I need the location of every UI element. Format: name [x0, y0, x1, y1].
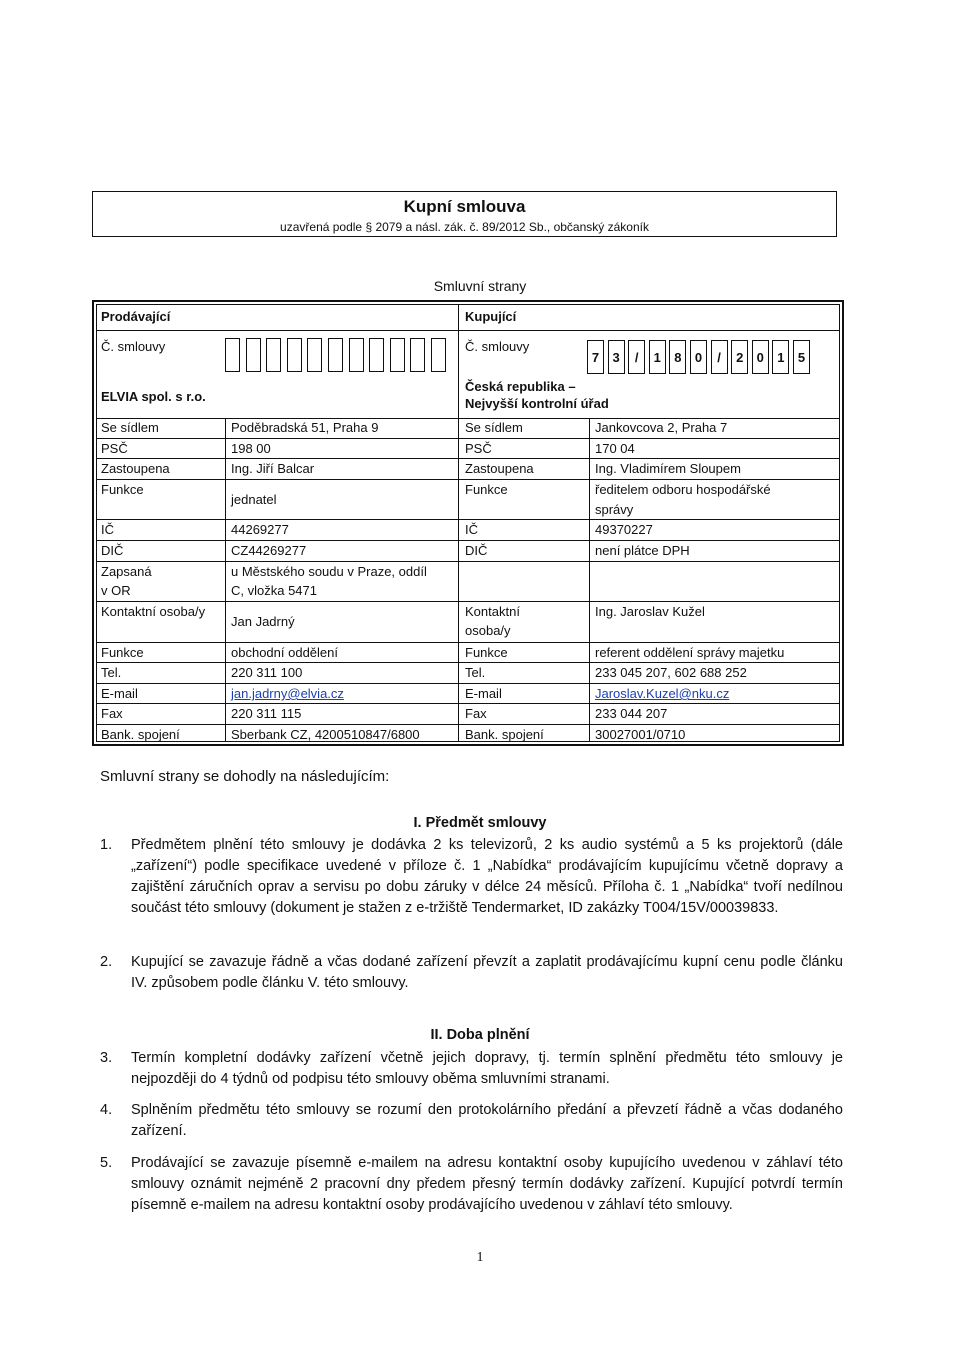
seller-ic: 44269277 — [231, 522, 289, 537]
item-number: 2. — [100, 954, 113, 970]
section-title: II. Doba plnění — [430, 1027, 530, 1043]
contract-no-digit: / — [711, 340, 728, 374]
buyer-contract-no-label: Č. smlouvy — [465, 339, 530, 354]
table-divider — [458, 304, 459, 742]
seller-zip-label: PSČ — [101, 441, 128, 456]
buyer-address-label: Se sídlem — [465, 420, 523, 435]
table-divider — [225, 418, 226, 742]
buyer-phone: 233 045 207, 602 688 252 — [595, 665, 747, 680]
contract-no-digit: 3 — [608, 340, 625, 374]
contract-no-box — [328, 338, 343, 372]
buyer-contact: Ing. Jaroslav Kužel — [595, 604, 705, 619]
contract-no-box — [287, 338, 302, 372]
buyer-heading: Kupující — [465, 309, 517, 324]
contract-no-box — [349, 338, 364, 372]
seller-represented: Ing. Jiří Balcar — [231, 461, 315, 476]
contract-no-digit: / — [628, 340, 645, 374]
seller-function-label: Funkce — [101, 482, 144, 497]
seller-bank-label: Bank. spojení — [101, 727, 180, 742]
list-item — [100, 952, 844, 994]
table-rule — [96, 479, 840, 480]
buyer-dic: není plátce DPH — [595, 543, 690, 558]
contract-no-digit: 5 — [793, 340, 810, 374]
buyer-fax-label: Fax — [465, 706, 487, 721]
contract-no-digit: 1 — [649, 340, 666, 374]
contract-no-box — [225, 338, 240, 372]
buyer-contact-function: referent oddělení správy majetku — [595, 645, 785, 660]
item-number: 4. — [100, 1102, 113, 1118]
seller-bank: Sberbank CZ, 4200510847/6800 — [231, 727, 420, 742]
seller-contact-function: obchodní oddělení — [231, 645, 338, 660]
buyer-ic-label: IČ — [465, 522, 478, 537]
buyer-contact-function-label: Funkce — [465, 645, 508, 660]
buyer-contact-label-1: Kontaktní — [465, 604, 520, 619]
table-rule — [96, 330, 840, 331]
buyer-name-line1: Česká republika – — [465, 379, 576, 394]
buyer-ic: 49370227 — [595, 522, 653, 537]
buyer-bank: 30027001/0710 — [595, 727, 686, 742]
list-item — [100, 835, 844, 940]
item-number: 5. — [100, 1155, 113, 1171]
seller-fax-label: Fax — [101, 706, 123, 721]
table-rule — [96, 724, 840, 725]
seller-register-label-1: Zapsaná — [101, 564, 152, 579]
seller-contract-no-label: Č. smlouvy — [101, 339, 166, 354]
table-rule — [96, 438, 840, 439]
buyer-address: Jankovcova 2, Praha 7 — [595, 420, 728, 435]
contract-no-box — [431, 338, 446, 372]
document-subtitle: uzavřená podle § 2079 a násl. zák. č. 89/2012 Sb., občanský zákoník — [280, 220, 649, 234]
seller-address: Poděbradská 51, Praha 9 — [231, 420, 379, 435]
item-text: Splněním předmětu této smlouvy se rozumí den protokolárního předání a převzetí řádně a včas dodaného zařízení. — [131, 1102, 843, 1139]
item-text: Předmětem plnění této smlouvy je dodávka 2 ks televizorů, 2 ks audio systémů a 5 ks projektorů (dále „zařízení“) podle specifikace uvedené v příloze č. 1 „Nabídka“ prodávajícím kupujícímu včetně dopravy a zajištění záručních oprav a servisu po dobu záruky v délce 24 měsíců. Příloha č. 1 „Nabídka“ tvoří nedílnou součást této smlouvy (dokument je stažen z e-tržiště Tendermarket, ID zakázky T004/15V/00039833. — [131, 837, 843, 916]
document-title-box — [92, 191, 837, 237]
seller-dic: CZ44269277 — [231, 543, 307, 558]
seller-fax: 220 311 115 — [231, 706, 302, 721]
list-item — [100, 1153, 844, 1237]
seller-phone: 220 311 100 — [231, 665, 303, 680]
table-rule — [96, 683, 840, 684]
buyer-function-1: ředitelem odboru hospodářské — [595, 482, 771, 497]
table-rule — [96, 642, 840, 643]
seller-dic-label: DIČ — [101, 543, 124, 558]
seller-contact-function-label: Funkce — [101, 645, 144, 660]
table-rule — [96, 662, 840, 663]
seller-email-link[interactable]: jan.jadrny@elvia.cz — [231, 686, 344, 701]
table-rule — [96, 561, 840, 562]
contract-no-digit: 0 — [690, 340, 707, 374]
seller-heading: Prodávající — [101, 309, 171, 324]
seller-function: jednatel — [231, 492, 277, 507]
buyer-name-line2: Nejvyšší kontrolní úřad — [465, 396, 609, 411]
contract-no-digit: 8 — [669, 340, 686, 374]
item-number: 1. — [100, 837, 113, 853]
seller-contact: Jan Jadrný — [231, 614, 295, 629]
buyer-dic-label: DIČ — [465, 543, 488, 558]
seller-represented-label: Zastoupena — [101, 461, 170, 476]
buyer-contact-label-2: osoba/y — [465, 623, 511, 638]
contract-no-box — [369, 338, 384, 372]
buyer-phone-label: Tel. — [465, 665, 486, 680]
table-rule — [96, 540, 840, 541]
seller-register-2: C, vložka 5471 — [231, 583, 317, 598]
contract-no-digit: 2 — [731, 340, 748, 374]
table-rule — [96, 703, 840, 704]
table-rule — [96, 601, 840, 602]
seller-address-label: Se sídlem — [101, 420, 159, 435]
buyer-zip: 170 04 — [595, 441, 635, 456]
item-number: 3. — [100, 1050, 113, 1066]
item-text: Termín kompletní dodávky zařízení včetně jejich dopravy, tj. termín splnění předmětu této smlouvy je nejpozději do 4 týdnů od podpisu této smlouvy oběma smluvními stranami. — [131, 1050, 843, 1087]
buyer-email-link[interactable]: Jaroslav.Kuzel@nku.cz — [595, 686, 730, 701]
contract-no-box — [266, 338, 281, 372]
table-rule — [96, 418, 840, 419]
seller-register-1: u Městského soudu v Praze, oddíl — [231, 564, 427, 579]
buyer-email-label: E-mail — [465, 686, 502, 701]
parties-heading: Smluvní strany — [433, 278, 527, 294]
agreement-intro: Smluvní strany se dohodly na následujícím: — [100, 768, 390, 785]
seller-phone-label: Tel. — [101, 665, 122, 680]
list-item — [100, 1048, 844, 1090]
buyer-function-label: Funkce — [465, 482, 508, 497]
item-text: Prodávající se zavazuje písemně e-mailem na adresu kontaktní osoby kupujícího uvedenou v záhlaví této smlouvy oznámit nejméně 2 pracovní dny předem přesný termín dodávky zařízení. Kupující potvrdí termín písemně e-mailem na adresu kontaktní osoby prodávajícího uvedenou v záhlaví této smlouvy. — [131, 1155, 843, 1213]
seller-contact-label: Kontaktní osoba/y — [101, 604, 206, 619]
contract-no-digit: 7 — [587, 340, 604, 374]
contract-no-box — [246, 338, 261, 372]
table-rule — [96, 458, 840, 459]
buyer-zip-label: PSČ — [465, 441, 492, 456]
contract-no-box — [410, 338, 425, 372]
table-rule — [96, 519, 840, 520]
seller-email-label: E-mail — [101, 686, 138, 701]
section-title: I. Předmět smlouvy — [413, 815, 547, 831]
buyer-represented-label: Zastoupena — [465, 461, 534, 476]
seller-ic-label: IČ — [101, 522, 114, 537]
document-title: Kupní smlouva — [403, 197, 526, 216]
buyer-fax: 233 044 207 — [595, 706, 668, 721]
buyer-function-2: správy — [595, 502, 634, 517]
contract-no-box — [390, 338, 405, 372]
contract-no-box — [307, 338, 322, 372]
item-text: Kupující se zavazuje řádně a včas dodané zařízení převzít a zaplatit prodávajícímu kupní cenu podle článku IV. způsobem podle článku V. této smlouvy. — [131, 954, 843, 991]
contract-no-digit: 0 — [752, 340, 769, 374]
seller-zip: 198 00 — [231, 441, 271, 456]
seller-register-label-2: v OR — [101, 583, 131, 598]
contract-no-digit: 1 — [772, 340, 789, 374]
seller-name: ELVIA spol. s r.o. — [101, 389, 206, 404]
list-item — [100, 1100, 844, 1142]
buyer-represented: Ing. Vladimírem Sloupem — [595, 461, 741, 476]
table-divider — [589, 418, 590, 742]
page-number: 1 — [476, 1250, 484, 1265]
buyer-bank-label: Bank. spojení — [465, 727, 544, 742]
